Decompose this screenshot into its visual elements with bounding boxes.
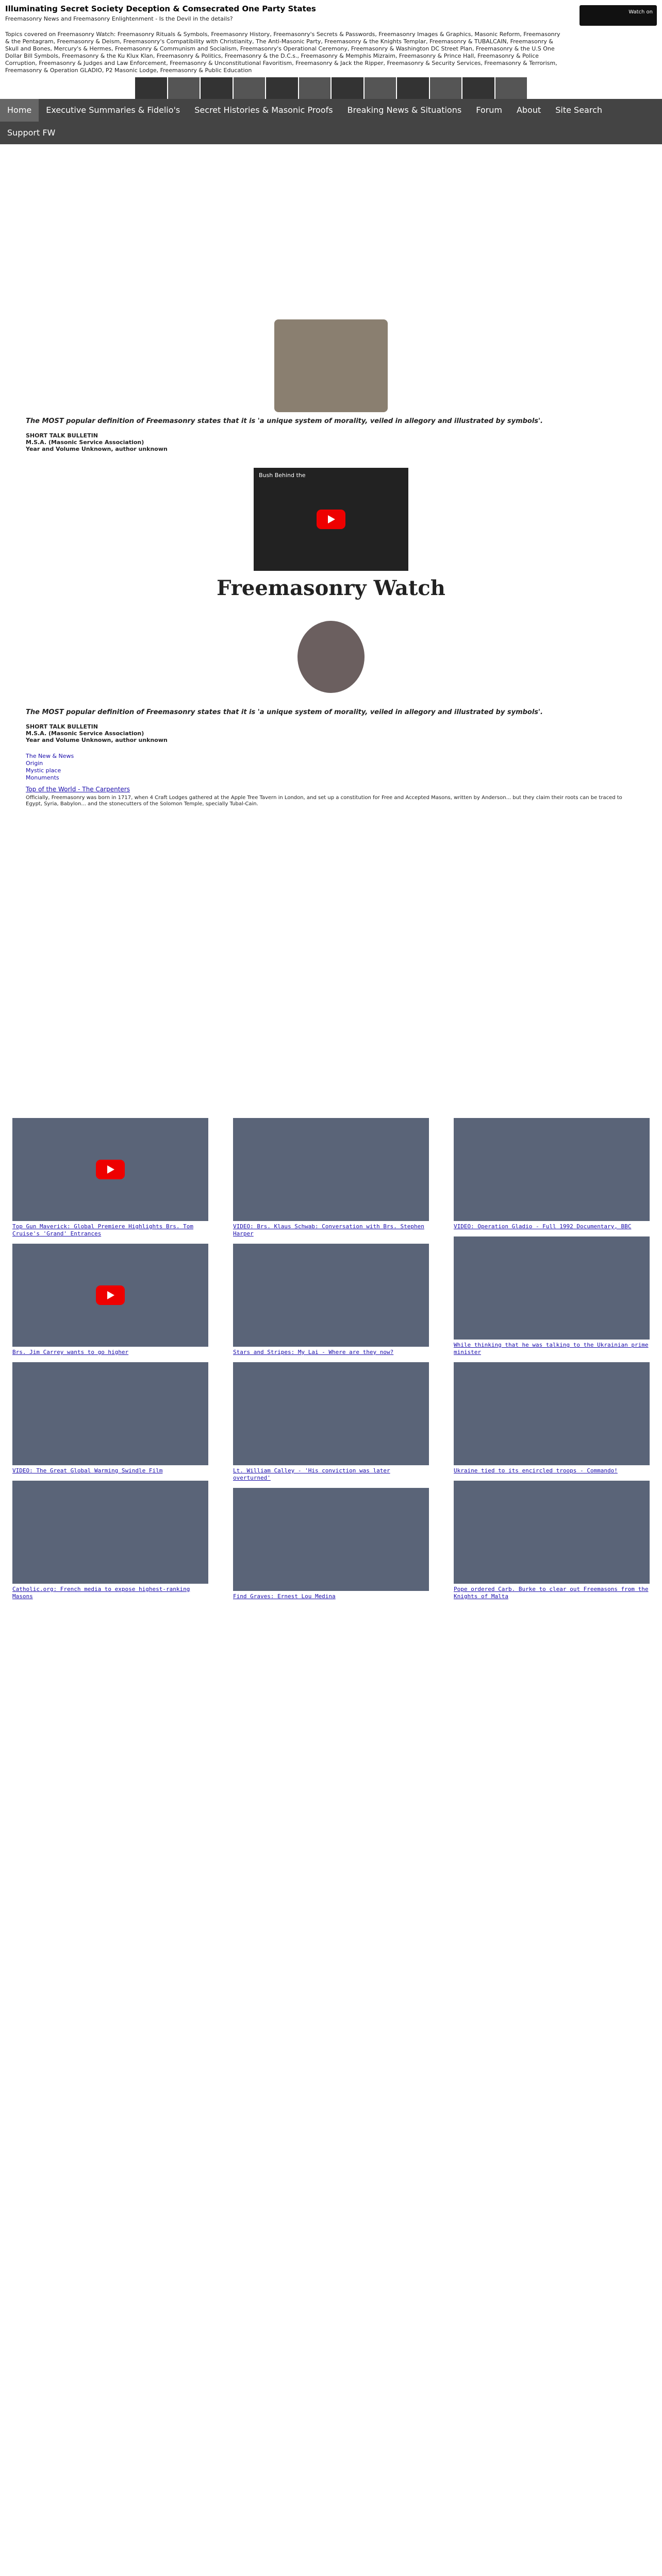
- bulletin-credit: SHORT TALK BULLETIN M.S.A. (Masonic Service Association) Year and Volume Unknown, author unknown: [26, 432, 168, 452]
- card-caption[interactable]: Top Gun Maverick: Global Premiere Highlights Brs. Tom Cruise's 'Grand' Entrances: [12, 1223, 193, 1237]
- site-title: Illuminating Secret Society Deception & Comsecrated One Party States: [5, 4, 316, 13]
- nav-histories[interactable]: Secret Histories & Masonic Proofs: [194, 105, 333, 115]
- youtube-badge[interactable]: [580, 5, 657, 26]
- news-image[interactable]: [454, 1362, 650, 1465]
- news-grid: [0, 1118, 662, 1606]
- card-caption[interactable]: Lt. William Calley - 'His conviction was later overturned': [233, 1467, 390, 1481]
- news-image[interactable]: [454, 1481, 650, 1584]
- card-caption[interactable]: VIDEO: Brs. Klaus Schwab: Conversation with Brs. Stephen Harper: [233, 1223, 424, 1237]
- card-caption[interactable]: VIDEO: Operation Gladio - Full 1992 Documentary, BBC: [454, 1223, 632, 1230]
- site-subtitle: Freemasonry News and Freemasonry Enlightenment - Is the Devil in the details?: [5, 15, 233, 22]
- bulletin-credit-2: SHORT TALK BULLETIN M.S.A. (Masonic Service Association) Year and Volume Unknown, author unknown: [26, 723, 168, 743]
- card-caption[interactable]: While thinking that he was talking to the Ukrainian prime minister: [454, 1342, 649, 1355]
- video-title: Bush Behind the: [259, 472, 306, 479]
- nav-search[interactable]: Site Search: [555, 105, 603, 115]
- news-image[interactable]: [12, 1481, 208, 1584]
- nav-summaries[interactable]: Executive Summaries & Fidelio's: [46, 105, 180, 115]
- nav-home[interactable]: Home: [0, 99, 39, 122]
- nav-forum[interactable]: Forum: [476, 105, 502, 115]
- section-text: Officially, Freemasonry was born in 1717, when 4 Craft Lodges gathered at the Apple Tree Tavern in London, and set up a constitution for Free and Accepted Masons, written by Anderson... but they claim their roots can be traced to Egypt, Syria, Babylon... and the stonecutters of the Solomon Temple, specially Tubal-Cain.: [26, 795, 622, 807]
- fm-logo-text: Freemasonry Watch: [217, 576, 445, 600]
- carpenters-section: [0, 786, 662, 807]
- masonic-ring-image: [274, 319, 388, 412]
- card-caption[interactable]: Pope ordered Carb. Burke to clear out Freemasons from the Knights of Malta: [454, 1586, 649, 1600]
- card-caption[interactable]: Brs. Jim Carrey wants to go higher: [12, 1349, 129, 1355]
- link-mystic[interactable]: Mystic place: [26, 767, 61, 774]
- link-monuments[interactable]: Monuments: [26, 774, 59, 781]
- play-icon[interactable]: [317, 510, 345, 529]
- definition-quote: [0, 412, 662, 457]
- nav-news[interactable]: Breaking News & Situations: [347, 105, 462, 115]
- play-icon[interactable]: [96, 1285, 125, 1305]
- quote-text-2: The MOST popular definition of Freemasonry states that it is 'a unique system of morality, veiled in allegory and illustrated by symbols'.: [26, 708, 543, 716]
- play-icon[interactable]: [96, 1160, 125, 1179]
- nav-about[interactable]: About: [516, 105, 541, 115]
- definition-quote-2: [0, 703, 662, 749]
- news-image[interactable]: [233, 1244, 429, 1347]
- card-caption[interactable]: Find Graves: Ernest Lou Medina: [233, 1593, 336, 1600]
- card-caption[interactable]: Stars and Stripes: My Lai - Where are they now?: [233, 1349, 394, 1355]
- section-heading[interactable]: Top of the World - The Carpenters: [26, 786, 130, 793]
- news-image[interactable]: [233, 1488, 429, 1591]
- nav-support[interactable]: Support FW: [7, 128, 56, 138]
- topics-tagline: Topics covered on Freemasonry Watch: Freemasonry Rituals & Symbols, Freemasonry History, Freemasonry's Secrets & Passwords, Freemasonry Images & Graphics, Masonic Reform, Freemasonry & the Pentagram, Freemasonry & Deism, Freemasonry's Compatibility with Christianity, The Anti-Masonic Party, Freemasonry & the Knights Templar, Freemasonry & TUBALCAIN, Freemasonry & Skull and Bones, Mercury's & Hermes, Freemasonry & Communism and Socialism, Freemasonry's Operational Ceremony, Freemasonry & Washington DC Street Plan, Freemasonry & the U.S One Dollar Bill Symbols, Freemasonry & the Ku Klux Klan, Freemasonry & Politics, Freemasonry & the D.C.s., Freemasonry & Memphis Mizraim, Freemasonry & Prince Hall, Freemasonry & Police Corruption, Freemasonry & Judges and Law Enforcement, Freemasonry & Unconstitutional Favoritism, Freemasonry & Jack the Ripper, Freemasonry & Security Services, Freemasonry & Terrorism, Freemasonry & Operation GLADIO, P2 Masonic Lodge, Freemasonry & Public Education: [5, 31, 560, 74]
- grid-col-mid: [233, 1118, 429, 1606]
- yt-label: Watch on: [628, 9, 653, 15]
- bush-video[interactable]: [254, 468, 408, 571]
- news-image[interactable]: [233, 1118, 429, 1221]
- card-caption[interactable]: VIDEO: The Great Global Warming Swindle Film: [12, 1467, 163, 1474]
- grid-col-right: [454, 1118, 650, 1606]
- link-news[interactable]: The New & News: [26, 753, 74, 759]
- news-image[interactable]: [454, 1236, 650, 1340]
- main-nav: [0, 99, 662, 144]
- quote-text: The MOST popular definition of Freemasonry states that it is 'a unique system of morality, veiled in allegory and illustrated by symbols'.: [26, 417, 543, 425]
- top-header: [0, 0, 662, 31]
- main-content: [0, 144, 662, 807]
- quick-links: [0, 749, 662, 786]
- video-thumb[interactable]: [12, 1362, 208, 1465]
- card-caption[interactable]: Ukraine tied to its encircled troops - Commando!: [454, 1467, 618, 1474]
- news-image[interactable]: [454, 1118, 650, 1221]
- news-image[interactable]: [233, 1362, 429, 1465]
- video-thumb[interactable]: [12, 1118, 208, 1221]
- video-thumb[interactable]: [12, 1244, 208, 1347]
- card-caption[interactable]: Catholic.org: French media to expose highest-ranking Masons: [12, 1586, 190, 1600]
- grid-col-left: [12, 1118, 208, 1606]
- eagle-emblem: [297, 621, 365, 693]
- link-origin[interactable]: Origin: [26, 760, 43, 767]
